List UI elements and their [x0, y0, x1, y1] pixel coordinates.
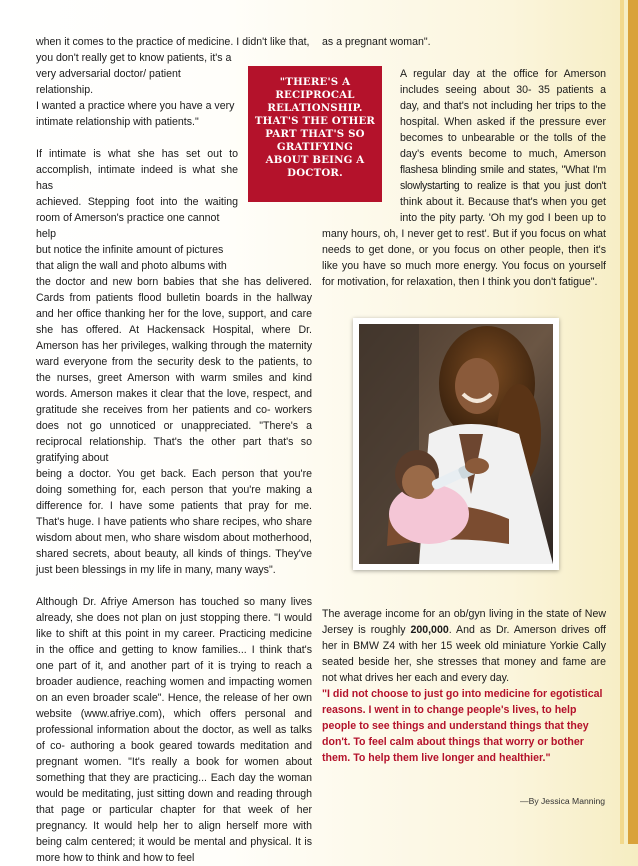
- text-line: becomes to unbearable or the tolls of the: [400, 132, 606, 144]
- byline: —By Jessica Manning: [520, 796, 606, 806]
- paragraph-body-end: being a doctor. You get back. Each person that you're doing something for, each person that you're making a difference for. I have some patients that pray for me. That's huge. I have patients who share recipes, who share wisdom about men, who share wisdom about motherhood, shared secrets, about beauty, all kinds of things. They've just been blessings in my life in many, many ways".: [36, 468, 312, 576]
- paragraph-regular-day: [322, 66, 606, 226]
- paragraph-future-plans: Although Dr. Afriye Amerson has touched so many lives already, she does not plan on just stopping there. "I would like to shift at this point in my career. Practicing medicine in the office and getting to know families... I think that's one part of it, and another part of it is trying to reach a broader audience, reaching women and impacting women on an even broader scale". Hence, the release of her own website (www.afriye.com), which offers personal and professional information about the doctor, as well as talks of co- authoring a book geared towards meditation and pregnant women. "It's really a book for women about something that they are practicing... Each day the woman would be meditating, just sitting down and reading through that page or particular chapter for that week of her pregnancy. It would help her to align herself more with being calm centered; it would be mental and physical. It is more how to think and how to feel: [36, 596, 312, 864]
- text-line: that align the wall and photo albums with: [36, 260, 227, 272]
- right-column-top: [322, 34, 606, 290]
- text-line: slowlystarting to realize is that you just don't: [400, 180, 606, 192]
- text-line: accomplish, intimate indeed is what she has: [36, 164, 238, 192]
- closing-quote: "I did not choose to just go into medicine for egotistical reasons. I went in to change people's lives, to help people to see things and understand things that they don't. To feel calm about things that worry or bother them. To help them live longer and healthier.": [322, 688, 603, 764]
- income-amount: 200,000: [410, 624, 449, 636]
- text-line: achieved. Stepping foot into the waiting: [36, 196, 238, 208]
- text-line: you don't really get to know patients, it's a: [36, 52, 232, 64]
- text-line: day's events become to much, Amerson: [400, 148, 606, 160]
- pull-quote: "THERE'S A RECIPROCAL RELATIONSHIP. THAT'S THE OTHER PART THAT'S SO GRATIFYING ABOUT BEING A DOCTOR.: [248, 66, 382, 202]
- text-line: into the pity party. 'Oh my god I been up to: [400, 212, 606, 224]
- text-line: A regular day at the office for Amerson: [400, 68, 606, 80]
- text-line: think about it. Because that's when you get: [400, 196, 606, 208]
- text-line: when it comes to the practice of medicine. I didn't like that,: [36, 36, 310, 48]
- text-line: hospital. When asked if the pressure ever: [400, 116, 606, 128]
- text-line: intimate relationship with patients.": [36, 116, 199, 128]
- gold-edge-accent: [620, 0, 624, 844]
- text-line: but notice the infinite amount of pictures: [36, 244, 224, 256]
- income-text-before: The average income for an ob/gyn living in the state of New Jersey is roughly: [322, 608, 606, 636]
- paragraph-body: the doctor and new born babies that she has delivered. Cards from patients flood bulletin boards in the hallway and her office thanking her for the love, support, and care she has offered. At Hackensack Hospital, where Dr. Amerson has her privileges, walking through the maternity ward everyone from the security desk to the patients, to the nurses, greet Amerson with warm smiles and kind words. Amerson makes it clear that the love, respect, and gratitude she receives from her patients and co- workers does not go unnoticed or unappreciated. "There's a reciprocal relationship. That's the other part that's so gratifying about: [36, 276, 312, 464]
- text-line: If intimate is what she has set out to: [36, 148, 238, 160]
- text-line: I wanted a practice where you have a very: [36, 100, 235, 112]
- text-line: very adversarial doctor/ patient relationship.: [36, 68, 181, 96]
- text-line: flashesa blinding smile and states, "What I'm: [400, 164, 606, 176]
- article-photo: [353, 318, 559, 570]
- text-line: room of Amerson's practice one cannot help: [36, 212, 220, 240]
- right-column-bottom: [322, 606, 606, 766]
- text-line: as a pregnant woman".: [322, 36, 431, 48]
- text-line: day, and that's not including her trips to the: [400, 100, 606, 112]
- paragraph-intimate: [36, 146, 312, 578]
- gold-edge-strip: [628, 0, 638, 844]
- paragraph-body: many hours, oh, I never get to rest'. But if you focus on what needs to get done, or you focus on other people, then it's like you have so much more energy. You focus on yourself for motivation, for relaxation, then I think you don't fatigue".: [322, 228, 606, 288]
- text-line: includes seeing about 30- 35 patients a: [400, 84, 606, 96]
- income-text-after: . And as Dr. Amerson drives off her in BMW Z4 with her 15 week old miniature Yorkie Cally seated beside her, she stresses that money and fame are not what drives her each and every day.: [322, 624, 606, 684]
- paragraph-income: [322, 606, 606, 686]
- photo-mother-feeding-baby-icon: [359, 324, 553, 564]
